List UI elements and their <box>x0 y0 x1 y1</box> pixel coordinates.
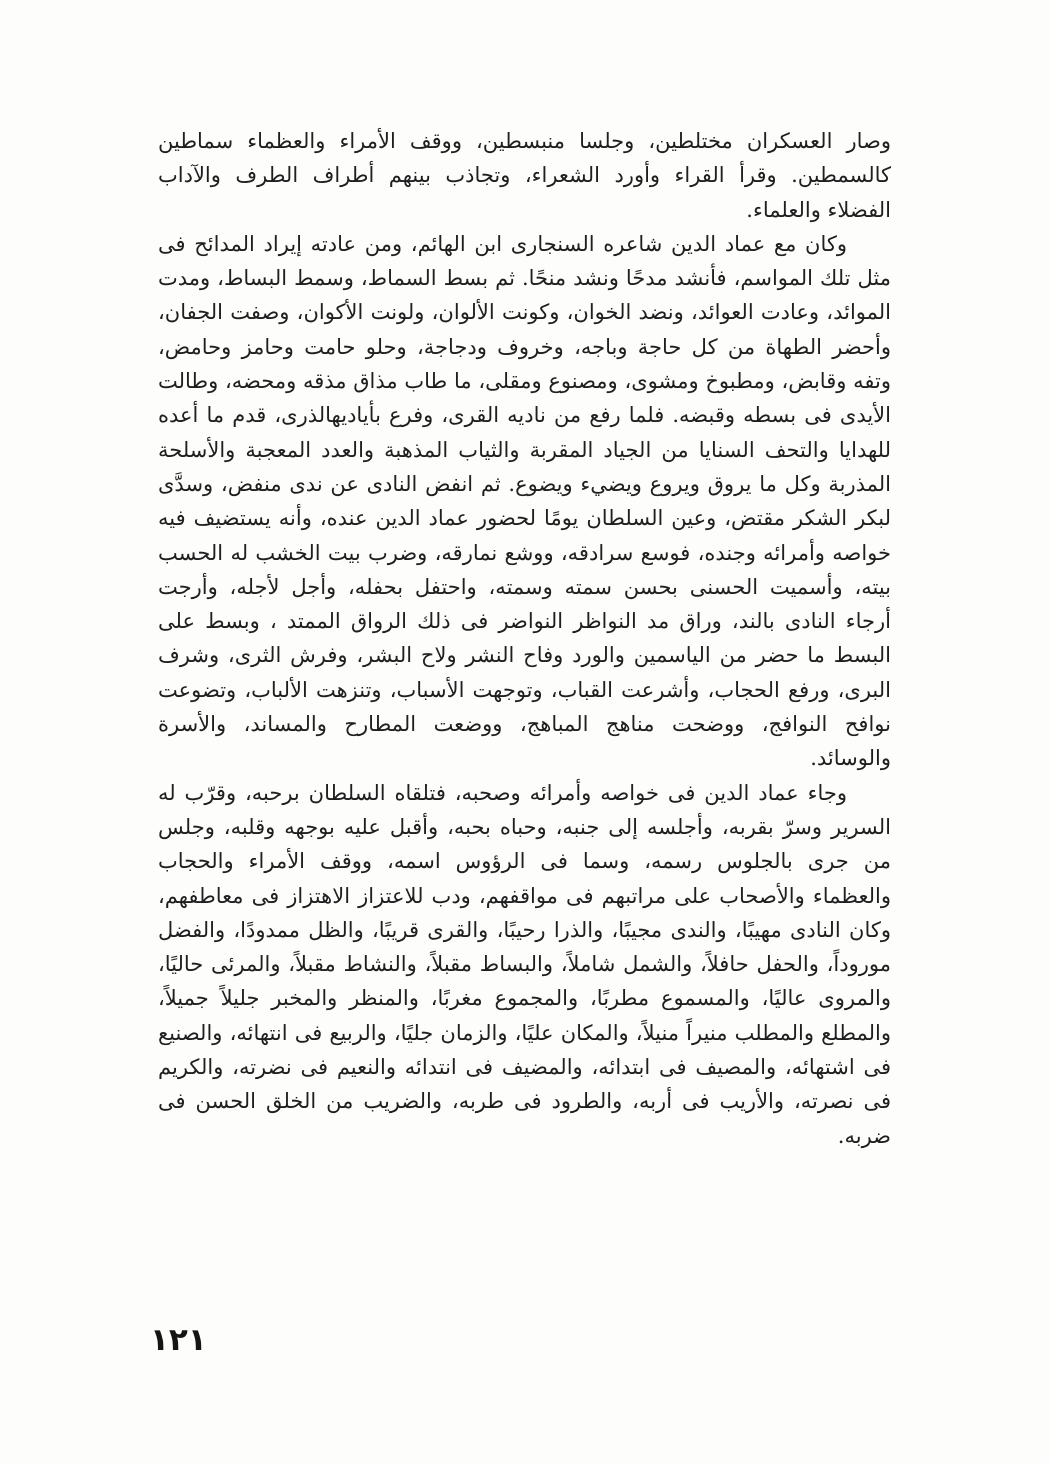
paragraph-3: وجاء عماد الدين فى خواصه وأمرائه وصحبه، فتلقاه السلطان برحبه، وقرّب له السرير وسرّ بقربه، وأجلسه إلى جنبه، وحباه بحبه، وأقبل عليه بوجهه وقلبه، وجلس من جرى بالجلوس رسمه، وسما فى الرؤوس اسمه، ووقف الأمراء والحجاب والعظماء والأصحاب على مراتبهم فى مواقفهم، ودب للاعتزاز الاهتزاز فى معاطفهم، وكان النادى مهيبًا، والندى مجيبًا، والذرا رحيبًا، والقرى قريبًا، والظل ممدودًا، والفضل موروداً، والحفل حافلاً، والشمل شاملاً، والبساط مقبلاً، والنشاط مقبلاً، والمرئى حاليًا، والمروى عاليًا، والمسموع مطربًا، والمجموع مغربًا، والمنظر والمخبر جليلاً جميلاً، والمطلع والمطلب منيراً منيلاً، والمكان عليًا، والزمان جليًا، والربيع فى انتهائه، والصنيع فى اشتهائه، والمصيف فى ابتدائه، والمضيف فى انتدائه والنعيم فى نضرته، والكريم فى نصرته، والأريب فى أربه، والطرود فى طربه، والضريب من الخلق الحسن فى ضربه. <box>158 780 891 1148</box>
paragraph-1: وصار العسكران مختلطين، وجلسا منبسطين، ووقف الأمراء والعظماء سماطين كالسمطين. وقرأ القراء وأورد الشعراء، وتجاذب بينهم أطراف الطرف والآداب الفضلاء والعلماء. <box>158 129 891 222</box>
page-number: ١٢١ <box>150 1322 207 1358</box>
body-text <box>158 124 891 1153</box>
paragraph-2: وكان مع عماد الدين شاعره السنجارى ابن الهائم، ومن عادته إيراد المدائح فى مثل تلك المواسم، فأنشد مدحًا ونشد منحًا. ثم بسط السماط، وسمط البساط، ومدت الموائد، وعادت العوائد، ونضد الخوان، وكونت الألوان، ولونت الأكوان، وصفت الجفان، وأحضر الطهاة من كل حاجة وباجه، وخروف ودجاجة، وحلو حامت وحامز وحامض، وتفه وقابض، ومطبوخ ومشوى، ومصنوع ومقلى، ما طاب مذاق مذقه ومحضه، وطالت الأيدى فى بسطه وقبضه. فلما رفع من ناديه القرى، وفرع بأياديهالذرى، قدم ما أعده للهدايا والتحف السنايا من الجياد المقربة والثياب المذهبة والعدد المعجبة والأسلحة المذربة وكل ما يروق ويروع ويضيء ويضوع. ثم انفض النادى عن ندى منفض، وسدَّى لبكر الشكر مقتض، وعين السلطان يومًا لحضور عماد الدين عنده، وأنه يستضيف فيه خواصه وأمرائه وجنده، فوسع سرادقه، ووشع نمارقه، وضرب بيت الخشب له الحسب بيته، وأسميت الحسنى بحسن سمته وسمته، واحتفل بحفله، وأجل لأجله، وأرجت أرجاء النادى بالند، وراق مد النواظر النواضر فى ذلك الرواق الممتد ، وبسط على البسط ما حضر من الياسمين والورد وفاح النشر ولاح البشر، وفرش الثرى، وشرف البرى، ورفع الحجاب، وأشرعت القباب، وتوجهت الأسباب، وتنزهت الألباب، وتضوعت نوافح النوافج، ووضحت مناهج المباهج، ووضعت المطارح والمساند، والأسرة والوسائد. <box>158 231 891 771</box>
